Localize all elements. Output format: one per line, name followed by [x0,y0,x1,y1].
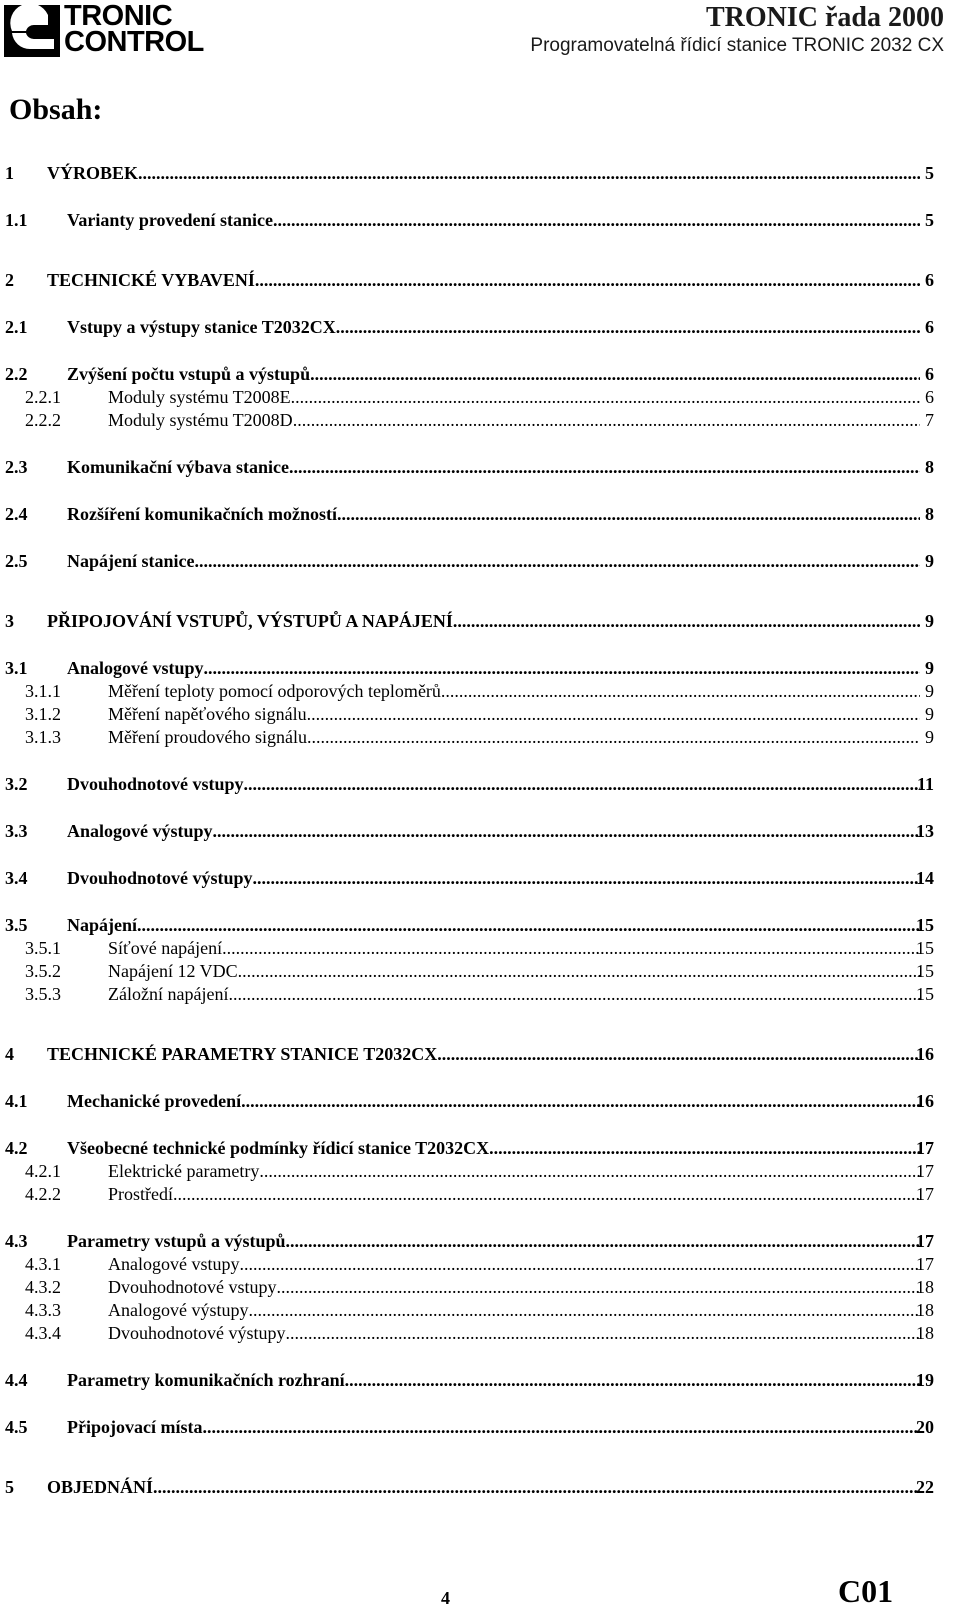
toc-entry-number: 3.1.2 [25,704,61,724]
toc-entry-title: Moduly systému T2008E [108,387,291,407]
toc-entry[interactable] [0,1275,960,1299]
toc-entry-page: 8 [925,504,934,524]
toc-dot-leader [286,1229,920,1253]
toc-entry-page: 17 [916,1184,934,1204]
toc-entry-page: 15 [916,915,934,935]
header-subtitle: Programovatelná řídicí stanice TRONIC 2032 CX [530,35,944,56]
toc-entry-number: 2.2.1 [25,387,61,407]
toc-entry-title: Parametry komunikačních rozhraní [67,1370,345,1390]
toc-entry-number: 4.3.1 [25,1254,61,1274]
toc-entry[interactable] [0,772,960,796]
toc-entry-page: 9 [925,551,934,571]
toc-dot-leader [222,936,920,960]
toc-entry-page: 9 [925,704,934,724]
toc-entry-number: 2 [5,270,14,290]
toc-entry-page: 16 [916,1091,934,1111]
toc-dot-leader [259,1159,920,1183]
toc-dot-leader [437,1042,920,1066]
toc-entry-page: 20 [916,1417,934,1437]
toc-entry[interactable] [0,936,960,960]
toc-entry-number: 4.3.3 [25,1300,61,1320]
toc-entry[interactable] [0,1229,960,1253]
toc-dot-leader [239,1252,920,1276]
toc-entry-page: 9 [925,658,934,678]
toc-entry-page: 17 [916,1138,934,1158]
toc-entry-page: 6 [925,317,934,337]
toc-entry-number: 3.5.3 [25,984,61,1004]
toc-entry-number: 3.3 [5,821,28,841]
toc-entry-number: 3.1.1 [25,681,61,701]
toc-entry-number: 3.5.1 [25,938,61,958]
toc-entry-title: OBJEDNÁNÍ [47,1477,154,1497]
toc-entry-page: 16 [916,1044,934,1064]
toc-entry-page: 6 [925,387,934,407]
toc-dot-leader [489,1136,920,1160]
toc-heading: Obsah: [9,93,103,126]
toc-dot-leader [248,1298,920,1322]
toc-entry[interactable] [0,1368,960,1392]
toc-entry-number: 1.1 [5,210,28,230]
toc-dot-leader [286,1321,921,1345]
toc-entry-title: Elektrické parametry [108,1161,260,1181]
toc-entry-title: Záložní napájení [108,984,229,1004]
toc-entry-number: 5 [5,1477,14,1497]
toc-entry-number: 3.1.3 [25,727,61,747]
toc-entry-title: Dvouhodnotové vstupy [67,774,244,794]
toc-entry-title: Napájení stanice [67,551,195,571]
toc-entry-number: 2.3 [5,457,28,477]
toc-dot-leader [336,315,920,339]
toc-dot-leader [241,1089,920,1113]
toc-entry[interactable] [0,1298,960,1322]
toc-entry-page: 15 [916,938,934,958]
toc-dot-leader [273,208,920,232]
toc-entry-page: 14 [916,868,934,888]
toc-entry[interactable] [0,1415,960,1439]
toc-dot-leader [293,408,920,432]
toc-entry-title: Měření proudového signálu [108,727,307,747]
toc-entry-number: 3.1 [5,658,28,678]
toc-entry-number: 1 [5,163,14,183]
toc-entry[interactable] [0,866,960,890]
toc-entry[interactable] [0,656,960,680]
toc-dot-leader [153,1475,920,1499]
toc-entry-title: Dvouhodnotové výstupy [108,1323,286,1343]
toc-entry-page: 9 [925,611,934,631]
toc-entry-title: Analogové vstupy [108,1254,240,1274]
toc-entry-title: Napájení [67,915,138,935]
toc-entry-title: Vstupy a výstupy stanice T2032CX [67,317,336,337]
toc-entry-title: PŘIPOJOVÁNÍ VSTUPŮ, VÝSTUPŮ A NAPÁJENÍ [47,611,453,631]
toc-entry-page: 17 [916,1254,934,1274]
toc-entry[interactable] [0,268,960,292]
toc-dot-leader [277,1275,921,1299]
toc-entry-number: 4.2.1 [25,1161,61,1181]
toc-entry-title: Rozšíření komunikačních možností [67,504,338,524]
toc-dot-leader [213,819,920,843]
toc-entry-page: 22 [916,1477,934,1497]
toc-entry-title: Komunikační výbava stanice [67,457,290,477]
toc-entry-title: Prostředí [108,1184,173,1204]
toc-entry-title: Zvýšení počtu vstupů a výstupů [67,364,311,384]
toc-entry-number: 2.2 [5,364,28,384]
toc-entry-title: Analogové výstupy [67,821,213,841]
toc-dot-leader [307,702,920,726]
toc-entry-title: TECHNICKÉ PARAMETRY STANICE T2032CX [47,1044,438,1064]
toc-entry-title: Analogové výstupy [108,1300,249,1320]
toc-entry-number: 4.3.2 [25,1277,61,1297]
toc-entry[interactable] [0,385,960,409]
toc-entry[interactable] [0,1475,960,1499]
toc-dot-leader [202,1415,920,1439]
page-number: 4 [441,1588,450,1608]
header-title: TRONIC řada 2000 [705,2,944,33]
toc-entry[interactable] [0,959,960,983]
toc-entry-page: 19 [916,1370,934,1390]
toc-entry-number: 4.2 [5,1138,28,1158]
toc-entry-number: 4.2.2 [25,1184,61,1204]
toc-dot-leader [291,385,920,409]
toc-entry-title: TECHNICKÉ VYBAVENÍ [47,270,255,290]
toc-dot-leader [137,913,920,937]
toc-entry-page: 15 [916,961,934,981]
toc-entry-page: 17 [916,1161,934,1181]
toc-entry-number: 2.1 [5,317,28,337]
toc-entry[interactable] [0,1321,960,1345]
toc-entry-page: 15 [916,984,934,1004]
toc-entry-number: 3 [5,611,14,631]
toc-entry-number: 4.4 [5,1370,28,1390]
toc-entry-number: 3.2 [5,774,28,794]
toc-entry[interactable] [0,725,960,749]
toc-dot-leader [228,982,920,1006]
toc-dot-leader [244,772,920,796]
toc-entry-number: 4.3.4 [25,1323,61,1343]
toc-entry[interactable] [0,549,960,573]
toc-entry-title: Analogové vstupy [67,658,204,678]
toc-entry-title: Dvouhodnotové vstupy [108,1277,277,1297]
toc-entry-page: 6 [925,270,934,290]
logo-line-2: CONTROL [64,26,204,58]
toc-entry-title: Měření napěťového signálu [108,704,307,724]
toc-dot-leader [253,866,920,890]
toc-entry[interactable] [0,208,960,232]
toc-entry[interactable] [0,913,960,937]
toc-entry[interactable] [0,982,960,1006]
toc-dot-leader [173,1182,920,1206]
toc-entry[interactable] [0,1252,960,1276]
toc-entry[interactable] [0,1159,960,1183]
toc-entry-page: 9 [925,681,934,701]
tronic-control-logo [4,0,232,58]
toc-dot-leader [195,549,921,573]
toc-entry-page: 7 [925,410,934,430]
toc-entry[interactable] [0,679,960,703]
toc-entry-title: Napájení 12 VDC [108,961,238,981]
toc-entry-page: 18 [916,1277,934,1297]
toc-entry-page: 8 [925,457,934,477]
toc-entry-title: Mechanické provedení [67,1091,242,1111]
toc-entry[interactable] [0,1182,960,1206]
page-header [0,0,960,62]
toc-entry[interactable] [0,455,960,479]
toc-entry[interactable] [0,702,960,726]
toc-entry-page: 17 [916,1231,934,1251]
toc-entry-number: 2.5 [5,551,28,571]
toc-entry[interactable] [0,315,960,339]
toc-entry-title: Síťové napájení [108,938,223,958]
toc-entry-title: Dvouhodnotové výstupy [67,868,253,888]
toc-dot-leader [453,609,920,633]
toc-dot-leader [204,656,920,680]
toc-entry-title: Všeobecné technické podmínky řídicí stanice T2032CX [67,1138,490,1158]
toc-entry-page: 13 [916,821,934,841]
toc-dot-leader [310,362,920,386]
toc-entry[interactable] [0,362,960,386]
logo-line-1: TRONIC [64,0,173,32]
toc-entry-number: 3.4 [5,868,28,888]
toc-dot-leader [255,268,920,292]
toc-entry-title: Parametry vstupů a výstupů [67,1231,286,1251]
toc-dot-leader [138,161,920,185]
toc-entry-number: 3.5.2 [25,961,61,981]
toc-dot-leader [307,725,920,749]
toc-entry-number: 4.1 [5,1091,28,1111]
toc-entry-number: 2.2.2 [25,410,61,430]
toc-entry[interactable] [0,1089,960,1113]
toc-dot-leader [337,502,920,526]
toc-entry[interactable] [0,609,960,633]
toc-entry-page: 6 [925,364,934,384]
toc-entry[interactable] [0,408,960,432]
toc-entry[interactable] [0,819,960,843]
toc-dot-leader [289,455,920,479]
toc-entry[interactable] [0,502,960,526]
toc-dot-leader [441,679,920,703]
toc-entry-title: Varianty provedení stanice [67,210,274,230]
revision-code: C01 [838,1573,894,1609]
logo-emblem-icon [4,5,60,57]
toc-entry-number: 4.5 [5,1417,28,1437]
toc-entry-title: Připojovací místa [67,1417,203,1437]
toc-entry[interactable] [0,161,960,185]
toc-dot-leader [238,959,920,983]
toc-entry-page: 18 [916,1323,934,1343]
toc-entry-page: 9 [925,727,934,747]
toc-entry-page: 18 [916,1300,934,1320]
toc-entry-page: 11 [916,774,934,794]
toc-entry-page: 5 [925,210,934,230]
toc-entry-number: 4.3 [5,1231,28,1251]
toc-entry[interactable] [0,1042,960,1066]
toc-entry-page: 5 [925,163,934,183]
toc-entry[interactable] [0,1136,960,1160]
toc-entry-title: Moduly systému T2008D [108,410,293,430]
toc-entry-number: 4 [5,1044,14,1064]
toc-entry-number: 2.4 [5,504,28,524]
toc-entry-title: Měření teploty pomocí odporových teploměrů [108,681,441,701]
toc-entry-title: VÝROBEK [47,163,139,183]
toc-entry-number: 3.5 [5,915,28,935]
toc-dot-leader [345,1368,920,1392]
